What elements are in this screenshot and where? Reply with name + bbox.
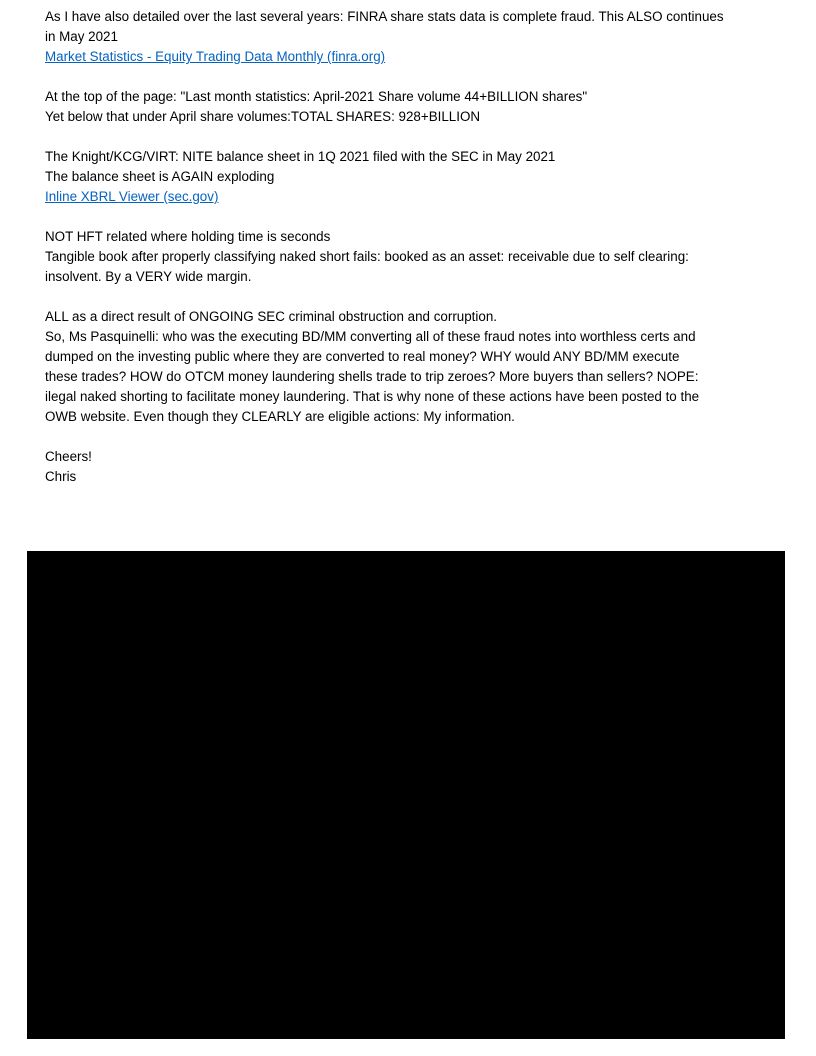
text-line: dumped on the investing public where they are converted to real money? WHY would ANY BD/MM execute — [45, 349, 680, 364]
text-line: Yet below that under April share volumes:TOTAL SHARES: 928+BILLION — [45, 109, 481, 124]
text-line: these trades? HOW do OTCM money laundering shells trade to trip zeroes? More buyers than sellers? NOPE: — [45, 369, 699, 384]
finra-market-statistics-link[interactable]: Market Statistics - Equity Trading Data Monthly (finra.org) — [45, 49, 386, 64]
document-body — [45, 7, 805, 487]
inline-xbrl-viewer-link[interactable]: Inline XBRL Viewer (sec.gov) — [45, 189, 219, 204]
text-line: As I have also detailed over the last several years: FINRA share stats data is complete fraud. This ALSO continues — [45, 9, 724, 24]
signoff-greeting: Cheers! — [45, 449, 92, 464]
text-line: NOT HFT related where holding time is seconds — [45, 229, 331, 244]
text-line: insolvent. By a VERY wide margin. — [45, 269, 252, 284]
text-line: So, Ms Pasquinelli: who was the executing BD/MM converting all of these fraud notes into worthless certs and — [45, 329, 696, 344]
text-line: OWB website. Even though they CLEARLY are eligible actions: My information. — [45, 409, 515, 424]
text-line: Tangible book after properly classifying naked short fails: booked as an asset: receivable due to self clearing: — [45, 249, 689, 264]
text-line: ilegal naked shorting to facilitate money laundering. That is why none of these actions have been posted to the — [45, 389, 700, 404]
text-line: The balance sheet is AGAIN exploding — [45, 169, 275, 184]
redacted-image — [27, 551, 785, 1039]
text-line: The Knight/KCG/VIRT: NITE balance sheet in 1Q 2021 filed with the SEC in May 2021 — [45, 149, 556, 164]
signoff-name: Chris — [45, 469, 77, 484]
text-line: At the top of the page: "Last month statistics: April-2021 Share volume 44+BILLION shares" — [45, 89, 588, 104]
text-line: ALL as a direct result of ONGOING SEC criminal obstruction and corruption. — [45, 309, 497, 324]
text-line: in May 2021 — [45, 29, 118, 44]
